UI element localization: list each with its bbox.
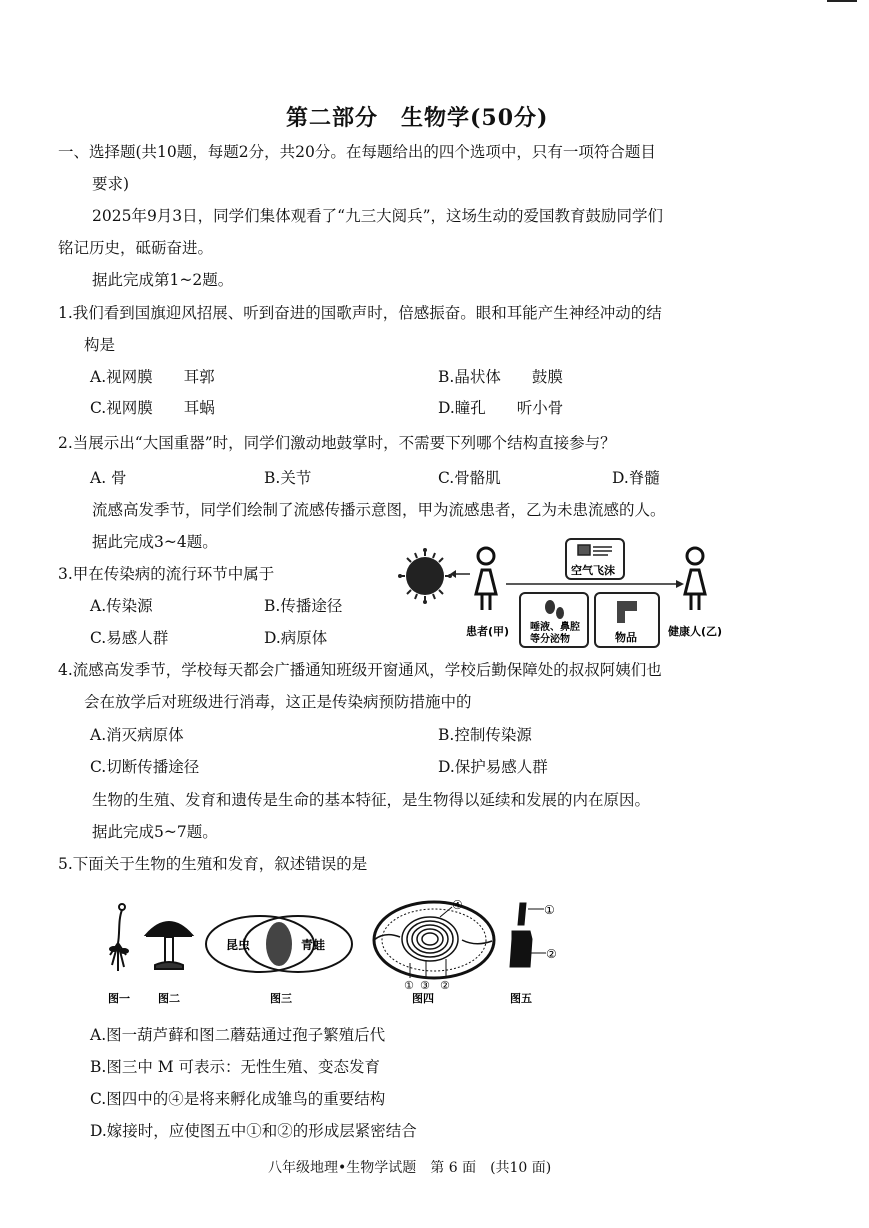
egg-part-4: ④ xyxy=(452,898,463,912)
question-5-option-b[interactable]: B.图三中 M 可表示：无性生殖、变态发育 xyxy=(90,1058,381,1076)
question-1-option-a[interactable]: A.视网膜 耳郭 xyxy=(90,368,215,386)
intro-instruction: 据此完成第1~2题。 xyxy=(92,271,234,289)
moss-icon xyxy=(110,904,128,971)
question-1-stem: 1.我们看到国旗迎风招展、听到奋进的国歌声时，倍感振奋。眼和耳能产生神经冲动的结 xyxy=(58,304,662,322)
venn-frog-label: 青蛙 xyxy=(301,938,326,952)
egg-diagram xyxy=(374,902,494,978)
question-1-option-d[interactable]: D.瞳孔 听小骨 xyxy=(438,399,564,417)
air-droplet-label: 空气飞沫 xyxy=(571,564,615,577)
question-4-stem: 4.流感高发季节，学校每天都会广播通知班级开窗通风，学校后勤保障处的叔叔阿姨们也 xyxy=(58,661,662,679)
graft-part-1: ① xyxy=(544,903,555,917)
question-3-option-b[interactable]: B.传播途径 xyxy=(264,597,343,615)
question-3-option-d[interactable]: D.病原体 xyxy=(264,629,328,647)
grafting-icon xyxy=(510,903,546,967)
page-title: 第二部分 生物学(50分) xyxy=(286,105,549,131)
fig3-label: 图三 xyxy=(270,992,292,1005)
question-5-stem: 5.下面关于生物的生殖和发育，叙述错误的是 xyxy=(58,855,368,873)
question-4-option-b[interactable]: B.控制传染源 xyxy=(438,726,532,744)
egg-part-2: ② xyxy=(440,979,450,992)
intro-paragraph-cont: 铭记历史，砥砺奋进。 xyxy=(58,239,214,257)
question-4-stem-cont: 会在放学后对班级进行消毒，这正是传染病预防措施中的 xyxy=(84,693,472,711)
patient-label: 患者(甲) xyxy=(466,625,510,638)
graft-part-2: ② xyxy=(546,947,557,961)
question-5-option-c[interactable]: C.图四中的④是将来孵化成雏鸟的重要结构 xyxy=(90,1090,386,1108)
patient-figure-icon xyxy=(476,548,496,610)
egg-part-1: ① xyxy=(404,979,414,992)
secretions-label-1: 唾液、鼻腔 xyxy=(530,622,580,633)
question-2-option-c[interactable]: C.骨骼肌 xyxy=(438,469,501,487)
question-5-option-d[interactable]: D.嫁接时，应使图五中①和②的形成层紧密结合 xyxy=(90,1122,417,1140)
fig1-label: 图一 xyxy=(108,992,130,1005)
intro-paragraph: 2025年9月3日，同学们集体观看了“九三大阅兵”，这场生动的爱国教育鼓励同学们 xyxy=(92,207,664,225)
corner-mark xyxy=(827,0,857,2)
reproduction-figures xyxy=(100,895,570,1015)
fig4-label: 图四 xyxy=(412,992,434,1005)
intro-paragraph-3: 生物的生殖、发育和遗传是生命的基本特征，是生物得以延续和发展的内在原因。 xyxy=(92,791,651,809)
flu-transmission-diagram xyxy=(398,536,743,654)
page-footer: 八年级地理•生物学试题 第 6 面 (共10 面) xyxy=(268,1160,552,1176)
objects-label: 物品 xyxy=(615,631,637,644)
intro-paragraph-2: 流感高发季节，同学们绘制了流感传播示意图，甲为流感患者，乙为未患流感的人。 xyxy=(92,501,666,519)
question-2-option-a[interactable]: A. 骨 xyxy=(90,469,127,487)
question-1-option-c[interactable]: C.视网膜 耳蜗 xyxy=(90,399,215,417)
intro-instruction-2: 据此完成3~4题。 xyxy=(92,533,218,551)
question-3-stem: 3.甲在传染病的流行环节中属于 xyxy=(58,565,275,583)
egg-part-3: ③ xyxy=(420,979,430,992)
question-3-option-c[interactable]: C.易感人群 xyxy=(90,629,169,647)
venn-insect-label: 昆虫 xyxy=(226,938,251,952)
question-1-stem-cont: 构是 xyxy=(84,336,116,354)
question-2-stem: 2.当展示出“大国重器”时，同学们激动地鼓掌时，不需要下列哪个结构直接参与？ xyxy=(58,434,616,452)
question-5-option-a[interactable]: A.图一葫芦藓和图二蘑菇通过孢子繁殖后代 xyxy=(90,1026,386,1044)
virus-icon xyxy=(398,548,452,604)
fig2-label: 图二 xyxy=(158,992,180,1005)
healthy-label: 健康人(乙) xyxy=(668,625,723,638)
question-3-option-a[interactable]: A.传染源 xyxy=(90,597,153,615)
question-4-option-c[interactable]: C.切断传播途径 xyxy=(90,758,200,776)
question-1-option-b[interactable]: B.晶状体 鼓膜 xyxy=(438,368,563,386)
question-2-option-d[interactable]: D.脊髓 xyxy=(612,469,660,487)
mushroom-icon xyxy=(146,922,192,969)
question-4-option-d[interactable]: D.保护易感人群 xyxy=(438,758,548,776)
section-heading-cont: 要求) xyxy=(92,175,130,193)
question-2-option-b[interactable]: B.关节 xyxy=(264,469,312,487)
healthy-person-icon xyxy=(685,548,705,610)
secretions-label-2: 等分泌物 xyxy=(530,634,570,645)
intro-instruction-3: 据此完成5~7题。 xyxy=(92,823,218,841)
section-heading: 一、选择题(共10题，每题2分，共20分。在每题给出的四个选项中，只有一项符合题目 xyxy=(58,143,656,161)
question-4-option-a[interactable]: A.消灭病原体 xyxy=(90,726,184,744)
fig5-label: 图五 xyxy=(510,992,532,1005)
